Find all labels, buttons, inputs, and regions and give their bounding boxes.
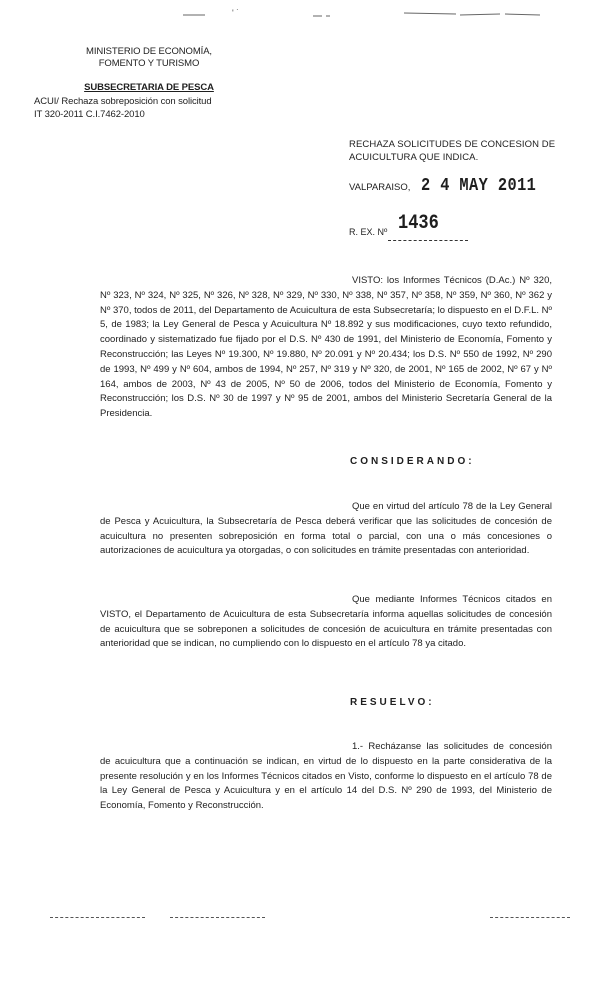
footer-rule-right: [490, 917, 570, 918]
considerando-paragraph-2: Que mediante Informes Técnicos citados en VISTO, el Departamento de Acuicultura de esta Subsecretaría informa aquellas solicitudes de concesión de acuicultura que se sobreponen a solicitudes de concesión de acuicultura en trámite presentadas con anterioridad que se indican, no cumpliendo con lo dispuesto en el artículo 78 ya citado.: [100, 594, 552, 650]
visto-paragraph: VISTO: los Informes Técnicos (D.Ac.) Nº 320, Nº 323, Nº 324, Nº 325, Nº 326, Nº 328, Nº 329, Nº 330, Nº 338, Nº 357, Nº 358, Nº 359, Nº 360, Nº 362 y Nº 370, todos de 2011, del Departamento de Acuicultura de esta Subsecretaría; lo dispuesto en el D.F.L. Nº 5, de 1983; la Ley General de Pesca y Acuicultura Nº 18.892 y sus modificaciones, cuyo texto refundido, coordinado y sistematizado fue fijado por el D.S. Nº 430 de 1991, del Ministerio de Economía, Fomento y Reconstrucción; las Leyes Nº 19.300, Nº 19.880, Nº 20.091 y Nº 20.434; los D.S. Nº 550 de 1992, Nº 290 de 1993, Nº 499 y Nº 604, ambos de 1994, Nº 257, Nº 319 y Nº 320, de 2001, Nº 165 de 2002, Nº 67 y Nº 164, ambos de 2003, Nº 43 de 2005, Nº 50 de 2006, todos del Ministerio de Economía, Fomento y Reconstrucción; los D.S. Nº 30 de 1997 y Nº 95 de 2001, ambos del Ministerio Secretaría General de la Presidencia.: [100, 275, 552, 420]
resuelvo-heading: RESUELVO:: [350, 697, 435, 708]
footer-rule-middle: [170, 917, 265, 918]
resuelvo-paragraph-1: 1.- Recházanse las solicitudes de concesión de acuicultura que a continuación se indican, en virtud de lo dispuesto en la parte considerativa de la presente resolución y en los Informes Técnicos citados en Visto, conforme lo dispuesto en el artículo 78 de la Ley General de Pesca y Acuicultura y en el artículo 14 del D.S. Nº 290 de 1993, del Ministerio de Economía, Fomento y Reconstrucción.: [100, 741, 552, 812]
scan-header-marks: [0, 4, 600, 20]
ministry-name: [74, 46, 224, 70]
stamped-date: 2 4 MAY 2011: [421, 176, 537, 196]
considerando-paragraph-1: Que en virtud del artículo 78 de la Ley General de Pesca y Acuicultura, la Subsecretaría de Pesca deberá verificar que las solicitudes de concesión de acuicultura no presenten sobreposición en forma total o parcial, con una o más concesiones o autorizaciones de acuicultura ya otorgadas, o con solicitudes en trámite presentadas con anterioridad.: [100, 501, 552, 557]
resolution-number-label: R. EX. Nº: [349, 227, 388, 237]
file-numbers: IT 320-2011 C.I.7462-2010: [34, 109, 145, 120]
ministry-line-2: FOMENTO Y TURISMO: [98, 58, 200, 69]
subsecretaria-name: SUBSECRETARIA DE PESCA: [84, 82, 214, 93]
reference-line: ACUI/ Rechaza sobreposición con solicitud: [34, 96, 212, 107]
resolution-subject: RECHAZA SOLICITUDES DE CONCESION DE ACUICULTURA QUE INDICA.: [349, 139, 556, 163]
resolution-number-line: [388, 240, 468, 241]
ministry-line-1: MINISTERIO DE ECONOMÍA,: [86, 46, 212, 57]
footer-rule-left: [50, 917, 145, 918]
svg-text:' ˙: ' ˙: [232, 8, 240, 18]
considerando-heading: CONSIDERANDO:: [350, 456, 475, 467]
resolution-number: 1436: [398, 212, 439, 235]
place-label: VALPARAISO,: [349, 182, 411, 193]
